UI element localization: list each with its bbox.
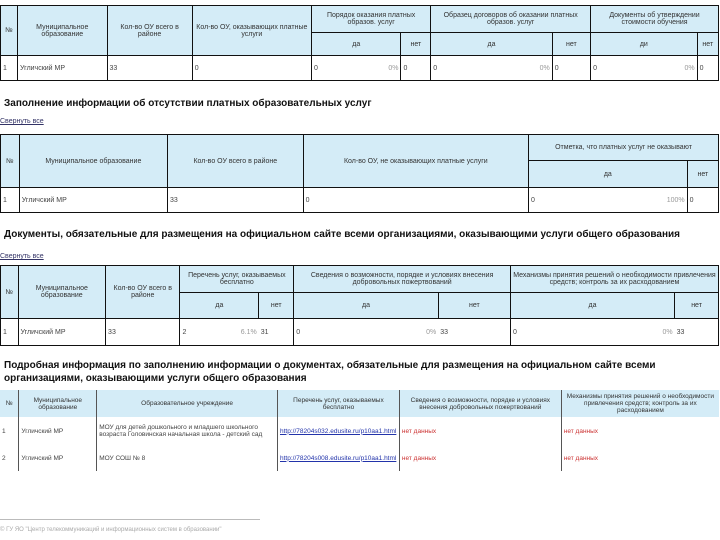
cell	[312, 56, 401, 81]
col-notpaid: Кол-во ОУ, не оказывающих платные услуги	[303, 135, 528, 188]
value: 2	[182, 328, 187, 336]
pct: 0%	[539, 64, 550, 72]
pct: 0%	[684, 64, 695, 72]
col-yes: да	[510, 293, 674, 319]
col-mark: Отметка, что платных услуг не оказывают	[529, 135, 719, 161]
cell: 0	[552, 56, 590, 81]
detailed-docs-table	[0, 390, 719, 471]
cell: Угличский МР	[19, 188, 167, 213]
cell: 0	[401, 56, 431, 81]
paid-services-table	[0, 5, 719, 81]
section-title: Документы, обязательные для размещения на официальном сайте всеми организациями, оказывающими услуги общего образования	[4, 229, 680, 240]
col-mechanisms: Механизмы принятия решений о необходимости привлечения средств; контроль за их расходованием	[510, 266, 718, 293]
cell: Угличский МР	[19, 445, 97, 471]
table-row	[1, 188, 719, 213]
col-mo: Муниципальное образование	[18, 6, 107, 56]
pct: 6.1%	[240, 328, 257, 336]
col-yes: да	[529, 161, 688, 188]
cell	[510, 319, 674, 346]
cell: 0	[697, 56, 718, 81]
table-row	[1, 56, 719, 81]
cell	[294, 319, 438, 346]
col-yes: да	[294, 293, 438, 319]
cell: 33	[438, 319, 510, 346]
value: 0	[593, 64, 597, 72]
cell: Угличский МР	[18, 56, 107, 81]
cell: Угличский МР	[18, 319, 106, 346]
col-mo: Муниципальное образование	[19, 390, 97, 417]
cell: 0	[687, 188, 718, 213]
cell	[277, 417, 399, 445]
cell: Угличский МР	[19, 417, 97, 445]
table-row	[1, 319, 719, 346]
cell: 0	[303, 188, 528, 213]
cell: 2	[0, 445, 19, 471]
col-yes: да	[180, 293, 259, 319]
pct: 0%	[426, 328, 437, 336]
cell: 0	[192, 56, 311, 81]
value: 0	[433, 64, 438, 72]
cell: 33	[107, 56, 192, 81]
col-total: Кол-во ОУ всего в районе	[167, 135, 303, 188]
cell: МОУ для детей дошкольного и младшего школьного возраста Головинская начальная школа - детский сад	[97, 417, 278, 445]
col-free: Перечень услуг, оказываемых бесплатно	[180, 266, 294, 293]
col-no: №	[0, 390, 19, 417]
cell: 31	[259, 319, 294, 346]
cell: 33	[167, 188, 303, 213]
pct: 100%	[666, 196, 685, 204]
col-sample: Образец договоров об оказании платных образов. услуг	[431, 6, 591, 33]
col-free: Перечень услуг, оказываемых бесплатно	[277, 390, 399, 417]
value: 0	[296, 328, 301, 336]
col-yes: да	[312, 33, 401, 56]
site-link[interactable]: http://78204s032.edusite.ru/p10aa1.html	[279, 427, 397, 435]
value: 0	[512, 328, 517, 336]
cell: нет данных	[561, 417, 719, 445]
col-paid: Кол-во ОУ, оказывающих платные услуги	[192, 6, 311, 56]
table-row	[0, 445, 719, 471]
col-no2: нет	[697, 33, 718, 56]
col-no2: нет	[259, 293, 294, 319]
col-donations: Сведения о возможности, порядке и условиях внесения добровольных пожертвований	[399, 390, 561, 417]
col-total: Кол-во ОУ всего в районе	[107, 6, 192, 56]
col-yes: да	[431, 33, 552, 56]
col-donations: Сведения о возможности, порядке и условиях внесения добровольных пожертвований	[294, 266, 511, 293]
col-no2: нет	[438, 293, 510, 319]
cell	[277, 445, 399, 471]
col-no2: нет	[401, 33, 431, 56]
site-link[interactable]: http://78204s008.edusite.ru/p10aa1.html	[279, 454, 397, 462]
cell: 33	[106, 319, 180, 346]
cell: 1	[0, 417, 19, 445]
cell: 33	[675, 319, 719, 346]
section-title: Подробная информация по заполнению информации о документах, обязательные для размещения на официальном сайте всеми организациями, оказывающими услуги общего образования	[4, 360, 656, 384]
col-no2: нет	[552, 33, 590, 56]
col-mechanisms: Механизмы принятия решений о необходимости привлечения средств; контроль за их расходованием	[561, 390, 719, 417]
mandatory-docs-table	[0, 265, 719, 346]
cell: нет данных	[561, 445, 719, 471]
cell: 1	[1, 56, 18, 81]
value: 0	[314, 64, 318, 72]
col-no: №	[1, 266, 19, 319]
col-docs: Документы об утверждении стоимости обучения	[591, 6, 719, 33]
col-no2: нет	[687, 161, 718, 188]
cell	[180, 319, 259, 346]
cell	[529, 188, 688, 213]
collapse-all-link[interactable]: Свернуть все	[0, 118, 44, 125]
no-paid-services-table	[0, 134, 719, 213]
footer-copyright: © ГУ ЯО "Центр телекоммуникаций и информационных систем в образовании"	[0, 527, 222, 533]
footer-divider	[0, 519, 260, 520]
cell	[591, 56, 698, 81]
col-mo: Муниципальное образование	[18, 266, 106, 319]
col-institution: Образовательное учреждение	[97, 390, 278, 417]
col-mo: Муниципальное образование	[19, 135, 167, 188]
col-no2: нет	[675, 293, 719, 319]
value: 0	[531, 196, 535, 204]
table-row	[0, 417, 719, 445]
pct: 0%	[388, 64, 399, 72]
section-title: Заполнение информации об отсутствии платных образовательных услуг	[4, 98, 372, 109]
col-total: Кол-во ОУ всего в районе	[106, 266, 180, 319]
cell: нет данных	[399, 417, 561, 445]
col-order: Порядок оказания платных образов. услуг	[312, 6, 431, 33]
col-no: №	[1, 6, 18, 56]
cell: 1	[1, 188, 20, 213]
cell: 1	[1, 319, 19, 346]
cell	[431, 56, 552, 81]
collapse-all-link[interactable]: Свернуть все	[0, 253, 44, 260]
pct: 0%	[662, 328, 673, 336]
col-yes: ди	[591, 33, 698, 56]
cell: нет данных	[399, 445, 561, 471]
cell: МОУ СОШ № 8	[97, 445, 278, 471]
col-no: №	[1, 135, 20, 188]
